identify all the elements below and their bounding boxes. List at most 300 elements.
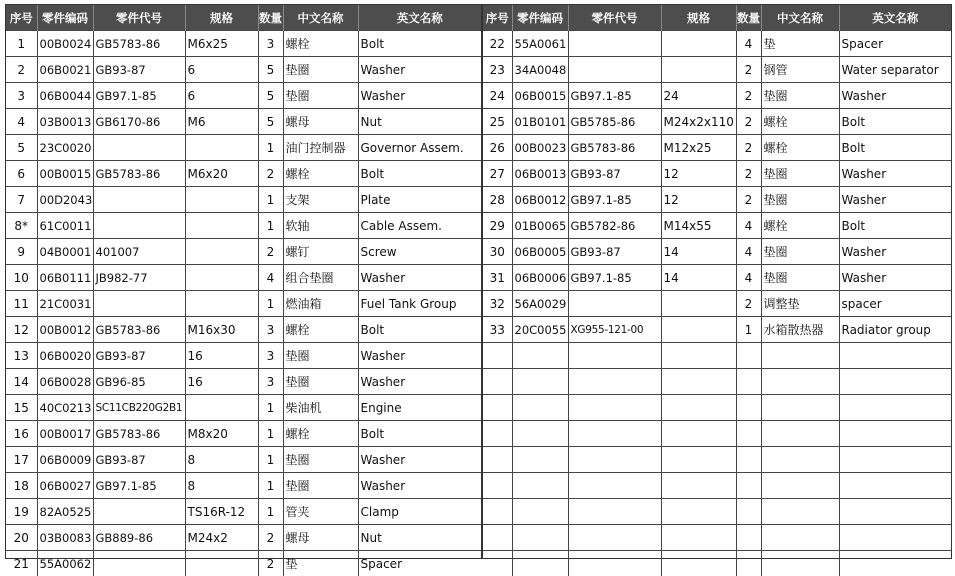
cell-seq-no: 4 xyxy=(6,109,37,135)
cell-qty: 1 xyxy=(258,187,283,213)
table-row xyxy=(483,525,951,551)
table-row xyxy=(6,83,481,109)
cell-spec xyxy=(185,187,258,213)
cell-part-code xyxy=(568,499,661,525)
cell-chinese-name: 管夹 xyxy=(283,499,358,525)
table-row xyxy=(483,421,951,447)
cell-spec: 6 xyxy=(185,57,258,83)
cell-english-name: Bolt xyxy=(358,317,481,343)
cell-spec: M6 xyxy=(185,109,258,135)
cell-spec: M24x2 xyxy=(185,525,258,551)
cell-part-code xyxy=(568,525,661,551)
cell-part-number xyxy=(512,473,568,499)
cell-part-code: GB5783-86 xyxy=(93,317,185,343)
cell-qty: 4 xyxy=(736,213,761,239)
cell-seq-no xyxy=(483,369,512,395)
cell-spec xyxy=(661,525,736,551)
cell-chinese-name: 垫圈 xyxy=(283,447,358,473)
cell-seq-no xyxy=(483,447,512,473)
header-qty: 数量 xyxy=(736,5,761,31)
cell-english-name xyxy=(839,551,951,576)
cell-part-code: GB93-87 xyxy=(568,239,661,265)
cell-part-code xyxy=(568,447,661,473)
cell-chinese-name: 螺栓 xyxy=(283,31,358,57)
cell-seq-no: 14 xyxy=(6,369,37,395)
cell-part-number: 21C0031 xyxy=(37,291,93,317)
cell-spec: TS16R-12 xyxy=(185,499,258,525)
table-row xyxy=(483,239,951,265)
cell-spec xyxy=(661,499,736,525)
cell-english-name xyxy=(839,525,951,551)
cell-spec: 12 xyxy=(661,187,736,213)
cell-seq-no: 11 xyxy=(6,291,37,317)
table-row xyxy=(6,161,481,187)
cell-seq-no: 17 xyxy=(6,447,37,473)
header-chinese-name: 中文名称 xyxy=(283,5,358,31)
cell-seq-no: 10 xyxy=(6,265,37,291)
cell-english-name: Radiator group xyxy=(839,317,951,343)
cell-qty: 1 xyxy=(736,317,761,343)
cell-chinese-name xyxy=(761,343,839,369)
cell-chinese-name xyxy=(761,551,839,576)
cell-qty: 2 xyxy=(736,57,761,83)
header-part-number: 零件编码 xyxy=(512,5,568,31)
cell-seq-no: 9 xyxy=(6,239,37,265)
cell-qty xyxy=(736,369,761,395)
cell-seq-no: 28 xyxy=(483,187,512,213)
cell-chinese-name xyxy=(761,395,839,421)
cell-qty: 2 xyxy=(736,109,761,135)
cell-english-name: Fuel Tank Group xyxy=(358,291,481,317)
cell-seq-no: 1 xyxy=(6,31,37,57)
cell-part-code: GB97.1-85 xyxy=(93,473,185,499)
cell-part-number xyxy=(512,369,568,395)
cell-seq-no: 24 xyxy=(483,83,512,109)
cell-part-number: 40C0213 xyxy=(37,395,93,421)
cell-qty: 3 xyxy=(258,31,283,57)
cell-part-code: 401007 xyxy=(93,239,185,265)
cell-chinese-name: 垫圈 xyxy=(761,187,839,213)
cell-chinese-name: 垫 xyxy=(761,31,839,57)
cell-part-number: 00D2043 xyxy=(37,187,93,213)
cell-qty xyxy=(736,447,761,473)
cell-qty xyxy=(736,421,761,447)
cell-chinese-name: 螺栓 xyxy=(761,109,839,135)
cell-part-number: 06B0005 xyxy=(512,239,568,265)
table-row xyxy=(483,57,951,83)
cell-spec xyxy=(661,421,736,447)
cell-seq-no: 25 xyxy=(483,109,512,135)
table-row xyxy=(6,239,481,265)
parts-table-left xyxy=(6,5,481,576)
cell-qty xyxy=(736,499,761,525)
table-row xyxy=(483,551,951,576)
table-row xyxy=(483,473,951,499)
cell-part-code: GB97.1-85 xyxy=(568,265,661,291)
header-seq-no: 序号 xyxy=(483,5,512,31)
table-row xyxy=(6,213,481,239)
cell-seq-no xyxy=(483,473,512,499)
cell-seq-no: 18 xyxy=(6,473,37,499)
cell-qty: 5 xyxy=(258,83,283,109)
cell-part-number: 03B0083 xyxy=(37,525,93,551)
cell-part-code: GB97.1-85 xyxy=(568,187,661,213)
cell-part-code: GB5783-86 xyxy=(93,161,185,187)
cell-spec xyxy=(661,473,736,499)
header-part-number: 零件编码 xyxy=(37,5,93,31)
header-row xyxy=(6,5,481,31)
cell-spec: M6x25 xyxy=(185,31,258,57)
cell-part-number: 55A0062 xyxy=(37,551,93,576)
cell-seq-no: 32 xyxy=(483,291,512,317)
header-spec: 规格 xyxy=(661,5,736,31)
cell-english-name: Spacer xyxy=(358,551,481,576)
cell-part-code: GB93-87 xyxy=(93,447,185,473)
cell-spec: 6 xyxy=(185,83,258,109)
cell-seq-no: 33 xyxy=(483,317,512,343)
cell-part-number: 61C0011 xyxy=(37,213,93,239)
cell-seq-no xyxy=(483,395,512,421)
cell-seq-no xyxy=(483,499,512,525)
cell-qty: 2 xyxy=(736,187,761,213)
cell-english-name: Bolt xyxy=(839,213,951,239)
cell-qty xyxy=(736,343,761,369)
cell-seq-no: 5 xyxy=(6,135,37,161)
cell-chinese-name: 垫圈 xyxy=(283,369,358,395)
cell-part-code: GB93-87 xyxy=(93,57,185,83)
cell-part-code: JB982-77 xyxy=(93,265,185,291)
cell-qty: 4 xyxy=(736,239,761,265)
cell-part-code: GB889-86 xyxy=(93,525,185,551)
cell-spec xyxy=(185,213,258,239)
table-row xyxy=(6,525,481,551)
cell-qty xyxy=(736,473,761,499)
cell-chinese-name: 支架 xyxy=(283,187,358,213)
cell-english-name: Nut xyxy=(358,109,481,135)
cell-english-name xyxy=(839,447,951,473)
cell-part-number: 06B0012 xyxy=(512,187,568,213)
cell-qty xyxy=(736,395,761,421)
cell-english-name xyxy=(839,421,951,447)
table-row xyxy=(483,447,951,473)
cell-english-name: Bolt xyxy=(358,421,481,447)
cell-english-name: Nut xyxy=(358,525,481,551)
cell-chinese-name: 螺母 xyxy=(283,109,358,135)
cell-seq-no xyxy=(483,525,512,551)
table-row xyxy=(483,161,951,187)
cell-seq-no: 30 xyxy=(483,239,512,265)
cell-chinese-name: 垫圈 xyxy=(283,83,358,109)
cell-spec: M12x25 xyxy=(661,135,736,161)
cell-part-number xyxy=(512,343,568,369)
cell-english-name: Washer xyxy=(358,83,481,109)
cell-seq-no xyxy=(483,421,512,447)
table-row xyxy=(6,421,481,447)
cell-part-number xyxy=(512,499,568,525)
cell-spec: M6x20 xyxy=(185,161,258,187)
cell-part-number xyxy=(512,395,568,421)
table-row xyxy=(483,499,951,525)
cell-part-number: 56A0029 xyxy=(512,291,568,317)
cell-part-code xyxy=(568,395,661,421)
header-spec: 规格 xyxy=(185,5,258,31)
header-english-name: 英文名称 xyxy=(839,5,951,31)
cell-english-name: Bolt xyxy=(358,161,481,187)
cell-english-name: Washer xyxy=(839,83,951,109)
cell-spec xyxy=(185,239,258,265)
cell-part-code: GB93-87 xyxy=(568,161,661,187)
cell-english-name: Washer xyxy=(839,161,951,187)
cell-seq-no: 31 xyxy=(483,265,512,291)
cell-part-number: 55A0061 xyxy=(512,31,568,57)
cell-chinese-name: 垫圈 xyxy=(283,57,358,83)
cell-chinese-name: 组合垫圈 xyxy=(283,265,358,291)
cell-part-code xyxy=(568,57,661,83)
parts-table-left-panel xyxy=(6,5,483,558)
cell-seq-no: 26 xyxy=(483,135,512,161)
cell-part-code xyxy=(568,291,661,317)
cell-chinese-name xyxy=(761,447,839,473)
cell-spec xyxy=(661,57,736,83)
table-row xyxy=(483,109,951,135)
cell-part-code xyxy=(568,31,661,57)
table-row xyxy=(6,109,481,135)
cell-part-number: 00B0023 xyxy=(512,135,568,161)
cell-chinese-name: 柴油机 xyxy=(283,395,358,421)
cell-chinese-name: 垫圈 xyxy=(761,239,839,265)
cell-english-name xyxy=(839,473,951,499)
table-row xyxy=(483,83,951,109)
cell-seq-no: 12 xyxy=(6,317,37,343)
cell-english-name: Washer xyxy=(839,187,951,213)
cell-qty: 2 xyxy=(736,83,761,109)
cell-english-name xyxy=(839,395,951,421)
cell-seq-no xyxy=(483,343,512,369)
cell-chinese-name: 螺母 xyxy=(283,525,358,551)
cell-spec xyxy=(661,317,736,343)
cell-chinese-name: 软轴 xyxy=(283,213,358,239)
cell-part-number: 06B0028 xyxy=(37,369,93,395)
cell-chinese-name: 调整垫 xyxy=(761,291,839,317)
cell-part-code: GB5785-86 xyxy=(568,109,661,135)
cell-spec xyxy=(661,369,736,395)
cell-part-number xyxy=(512,447,568,473)
cell-spec: M24x2x110 xyxy=(661,109,736,135)
cell-part-number: 03B0013 xyxy=(37,109,93,135)
cell-english-name xyxy=(839,499,951,525)
table-row xyxy=(6,265,481,291)
cell-chinese-name: 垫圈 xyxy=(283,343,358,369)
cell-chinese-name: 垫圈 xyxy=(761,161,839,187)
header-seq-no: 序号 xyxy=(6,5,37,31)
cell-spec xyxy=(185,135,258,161)
cell-spec xyxy=(185,291,258,317)
cell-english-name: Bolt xyxy=(358,31,481,57)
cell-english-name: Washer xyxy=(839,265,951,291)
cell-spec xyxy=(661,343,736,369)
cell-part-number: 06B0021 xyxy=(37,57,93,83)
parts-table-right-panel xyxy=(483,5,951,558)
cell-part-number: 00B0024 xyxy=(37,31,93,57)
table-row xyxy=(6,343,481,369)
cell-seq-no: 7 xyxy=(6,187,37,213)
cell-part-code: GB97.1-85 xyxy=(568,83,661,109)
parts-table-right xyxy=(483,5,951,576)
cell-part-code xyxy=(568,551,661,576)
table-row xyxy=(6,317,481,343)
cell-spec: 8 xyxy=(185,447,258,473)
cell-seq-no: 6 xyxy=(6,161,37,187)
cell-part-number: 06B0013 xyxy=(512,161,568,187)
cell-part-code: GB5783-86 xyxy=(93,421,185,447)
cell-qty: 2 xyxy=(736,161,761,187)
cell-seq-no: 16 xyxy=(6,421,37,447)
cell-part-code: GB5782-86 xyxy=(568,213,661,239)
parts-list xyxy=(5,4,952,559)
cell-qty: 3 xyxy=(258,317,283,343)
cell-qty: 2 xyxy=(736,135,761,161)
cell-spec xyxy=(661,395,736,421)
cell-spec xyxy=(185,551,258,576)
cell-part-code: GB6170-86 xyxy=(93,109,185,135)
cell-english-name xyxy=(839,369,951,395)
cell-spec: 16 xyxy=(185,369,258,395)
cell-english-name: Washer xyxy=(358,473,481,499)
cell-seq-no: 21 xyxy=(6,551,37,576)
table-row xyxy=(6,31,481,57)
cell-chinese-name xyxy=(761,525,839,551)
table-row xyxy=(6,291,481,317)
cell-part-code xyxy=(93,135,185,161)
table-row xyxy=(6,369,481,395)
cell-qty: 4 xyxy=(736,31,761,57)
header-chinese-name: 中文名称 xyxy=(761,5,839,31)
cell-chinese-name: 螺栓 xyxy=(283,161,358,187)
cell-english-name: Washer xyxy=(358,265,481,291)
cell-english-name: Cable Assem. xyxy=(358,213,481,239)
cell-chinese-name: 螺栓 xyxy=(283,317,358,343)
cell-qty: 2 xyxy=(258,551,283,576)
cell-part-number: 06B0009 xyxy=(37,447,93,473)
cell-seq-no: 8* xyxy=(6,213,37,239)
cell-english-name: Washer xyxy=(358,447,481,473)
cell-qty: 1 xyxy=(258,213,283,239)
cell-seq-no: 3 xyxy=(6,83,37,109)
cell-qty: 2 xyxy=(258,525,283,551)
cell-english-name: Plate xyxy=(358,187,481,213)
table-row xyxy=(6,135,481,161)
cell-part-code xyxy=(93,213,185,239)
cell-spec xyxy=(661,291,736,317)
table-row xyxy=(483,213,951,239)
cell-qty: 2 xyxy=(258,161,283,187)
cell-spec: 16 xyxy=(185,343,258,369)
cell-spec: M8x20 xyxy=(185,421,258,447)
table-row xyxy=(6,473,481,499)
cell-english-name xyxy=(839,343,951,369)
cell-spec: 24 xyxy=(661,83,736,109)
cell-part-code xyxy=(568,343,661,369)
cell-part-number: 01B0065 xyxy=(512,213,568,239)
cell-part-number: 01B0101 xyxy=(512,109,568,135)
cell-seq-no xyxy=(483,551,512,576)
cell-qty: 1 xyxy=(258,421,283,447)
cell-part-number: 20C0055 xyxy=(512,317,568,343)
cell-part-code xyxy=(568,473,661,499)
table-row xyxy=(483,369,951,395)
cell-part-number: 23C0020 xyxy=(37,135,93,161)
cell-part-number: 00B0012 xyxy=(37,317,93,343)
cell-seq-no: 20 xyxy=(6,525,37,551)
cell-part-code: GB97.1-85 xyxy=(93,83,185,109)
cell-part-number: 06B0044 xyxy=(37,83,93,109)
cell-chinese-name xyxy=(761,421,839,447)
cell-part-number: 00B0015 xyxy=(37,161,93,187)
cell-seq-no: 29 xyxy=(483,213,512,239)
cell-part-number: 04B0001 xyxy=(37,239,93,265)
cell-part-code xyxy=(93,291,185,317)
table-row xyxy=(6,551,481,576)
cell-seq-no: 22 xyxy=(483,31,512,57)
cell-qty: 5 xyxy=(258,57,283,83)
cell-english-name: Washer xyxy=(358,369,481,395)
cell-english-name: Engine xyxy=(358,395,481,421)
cell-part-number xyxy=(512,551,568,576)
cell-chinese-name: 垫圈 xyxy=(283,473,358,499)
cell-spec: 8 xyxy=(185,473,258,499)
cell-part-code: GB5783-86 xyxy=(93,31,185,57)
cell-part-number: 06B0015 xyxy=(512,83,568,109)
table-row xyxy=(483,317,951,343)
cell-part-code: GB96-85 xyxy=(93,369,185,395)
cell-chinese-name: 油门控制器 xyxy=(283,135,358,161)
cell-seq-no: 2 xyxy=(6,57,37,83)
cell-qty: 1 xyxy=(258,473,283,499)
cell-english-name: Washer xyxy=(358,57,481,83)
table-row xyxy=(6,499,481,525)
cell-seq-no: 23 xyxy=(483,57,512,83)
cell-spec xyxy=(661,447,736,473)
cell-seq-no: 13 xyxy=(6,343,37,369)
cell-part-number: 06B0020 xyxy=(37,343,93,369)
cell-english-name: Clamp xyxy=(358,499,481,525)
cell-qty: 1 xyxy=(258,395,283,421)
cell-english-name: Bolt xyxy=(839,135,951,161)
cell-part-code xyxy=(568,421,661,447)
cell-chinese-name xyxy=(761,369,839,395)
header-row xyxy=(483,5,951,31)
cell-qty xyxy=(736,525,761,551)
header-english-name: 英文名称 xyxy=(358,5,481,31)
table-row xyxy=(483,187,951,213)
cell-part-code xyxy=(93,499,185,525)
table-row xyxy=(6,57,481,83)
cell-part-number xyxy=(512,525,568,551)
cell-chinese-name: 垫圈 xyxy=(761,83,839,109)
cell-spec xyxy=(661,551,736,576)
cell-qty: 2 xyxy=(258,239,283,265)
cell-seq-no: 27 xyxy=(483,161,512,187)
cell-part-number xyxy=(512,421,568,447)
cell-part-code: GB5783-86 xyxy=(568,135,661,161)
cell-qty: 3 xyxy=(258,369,283,395)
cell-english-name: Spacer xyxy=(839,31,951,57)
cell-qty: 4 xyxy=(258,265,283,291)
cell-english-name: Screw xyxy=(358,239,481,265)
cell-part-code xyxy=(93,551,185,576)
cell-qty: 1 xyxy=(258,499,283,525)
cell-spec: 14 xyxy=(661,265,736,291)
